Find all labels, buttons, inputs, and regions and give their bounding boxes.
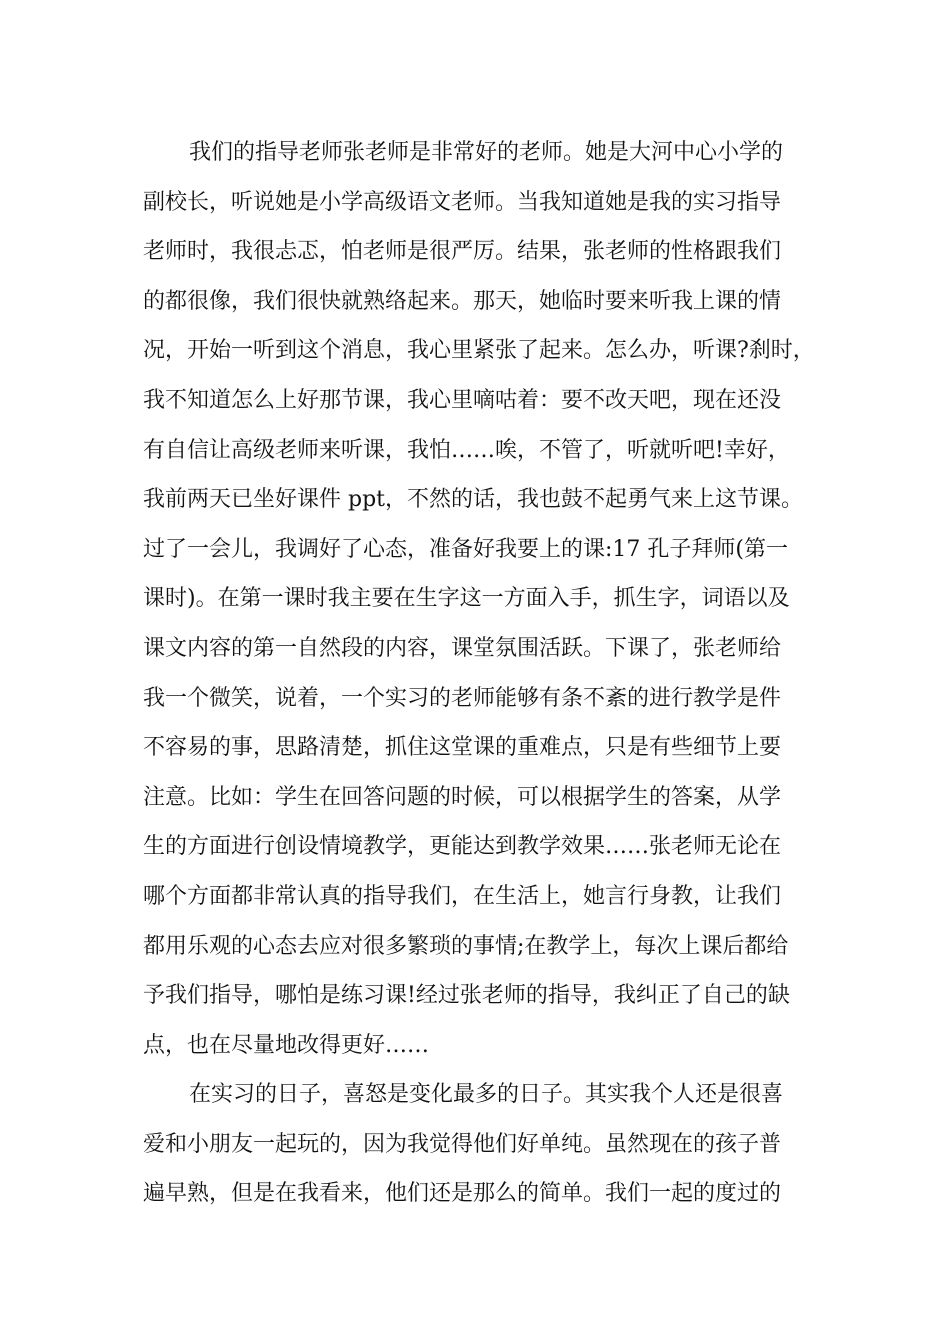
paragraph-line: 都用乐观的心态去应对很多繁琐的事情;在教学上，每次上课后都给 bbox=[143, 933, 789, 959]
paragraph-2 bbox=[143, 1070, 823, 1219]
paragraph-line: 过了一会儿，我调好了心态，准备好我要上的课:17 孔子拜师(第一 bbox=[143, 536, 788, 562]
paragraph-line: 我一个微笑，说着，一个实习的老师能够有条不紊的进行教学是件 bbox=[143, 685, 782, 711]
paragraph-line: 课文内容的第一自然段的内容，课堂氛围活跃。下课了，张老师给 bbox=[143, 635, 782, 661]
paragraph-line: 注意。比如：学生在回答问题的时候，可以根据学生的答案，从学 bbox=[143, 784, 782, 810]
paragraph-line: 有自信让高级老师来听课，我怕……唉，不管了，听就听吧!幸好， bbox=[143, 437, 790, 463]
paragraph-line: 爱和小朋友一起玩的，因为我觉得他们好单纯。虽然现在的孩子普 bbox=[143, 1131, 782, 1157]
paragraph-line: 生的方面进行创设情境教学，更能达到教学效果……张老师无论在 bbox=[143, 834, 782, 860]
paragraph-1 bbox=[143, 128, 823, 1070]
paragraph-line: 副校长，听说她是小学高级语文老师。当我知道她是我的实习指导 bbox=[143, 189, 782, 215]
paragraph-line: 哪个方面都非常认真的指导我们，在生活上，她言行身教，让我们 bbox=[143, 883, 782, 909]
paragraph-line: 况，开始一听到这个消息，我心里紧张了起来。怎么办，听课?刹时， bbox=[143, 338, 815, 364]
paragraph-line: 的都很像，我们很快就熟络起来。那天，她临时要来听我上课的情 bbox=[143, 288, 782, 314]
paragraph-line: 点，也在尽量地改得更好…… bbox=[143, 1032, 430, 1058]
paragraph-line: 我不知道怎么上好那节课，我心里嘀咕着：要不改天吧，现在还没 bbox=[143, 387, 782, 413]
paragraph-line: 课时)。在第一课时我主要在生字这一方面入手，抓生字，词语以及 bbox=[143, 586, 790, 612]
paragraph-line: 老师时，我很忐忑，怕老师是很严厉。结果，张老师的性格跟我们 bbox=[143, 239, 782, 265]
paragraph-line: 我们的指导老师张老师是非常好的老师。她是大河中心小学的 bbox=[189, 140, 784, 165]
document-body bbox=[143, 128, 823, 1219]
paragraph-line: 不容易的事，思路清楚，抓住这堂课的重难点，只是有些细节上要 bbox=[143, 735, 782, 761]
paragraph-line: 在实习的日子，喜怒是变化最多的日子。其实我个人还是很喜 bbox=[189, 1082, 784, 1108]
paragraph-line: 遍早熟，但是在我看来，他们还是那么的简单。我们一起的度过的 bbox=[143, 1181, 782, 1207]
paragraph-line: 予我们指导，哪怕是练习课!经过张老师的指导，我纠正了自己的缺 bbox=[143, 983, 790, 1009]
paragraph-line: 我前两天已坐好课件 ppt，不然的话，我也鼓不起勇气来上这节课。 bbox=[143, 487, 804, 513]
